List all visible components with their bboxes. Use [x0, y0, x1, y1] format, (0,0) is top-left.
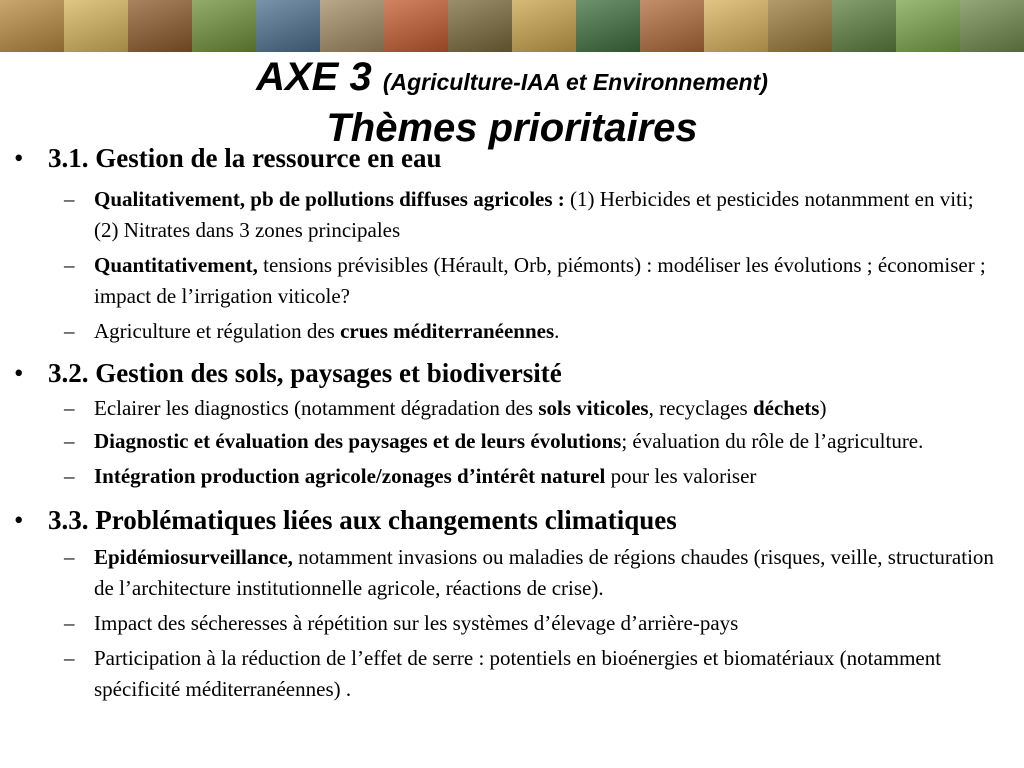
text: Eclairer les diagnostics (notamment dégradation des	[94, 396, 539, 420]
dash-marker: –	[64, 396, 75, 420]
banner-photo-tile	[640, 0, 704, 52]
dash-marker: –	[64, 187, 75, 211]
banner-photo-tile	[192, 0, 256, 52]
text: Impact des sécheresses à répétition sur les systèmes d’élevage d’arrière-pays	[94, 611, 739, 635]
dash-marker: –	[64, 429, 75, 453]
sub-item	[0, 393, 1024, 424]
bold-text: Quantitativement,	[94, 253, 258, 277]
banner-photo-tile	[960, 0, 1024, 52]
sub-item	[0, 461, 1024, 492]
bullet-marker: •	[14, 505, 24, 535]
sub-item	[0, 250, 1024, 312]
banner-photo-tile	[832, 0, 896, 52]
sub-item	[0, 316, 1024, 347]
section-heading-text: 3.3. Problématiques liées aux changements climatiques	[48, 505, 677, 535]
bold-text: Epidémiosurveillance,	[94, 545, 293, 569]
section-heading-text: 3.1. Gestion de la ressource en eau	[48, 143, 442, 173]
text: ; évaluation du rôle de l’agriculture.	[621, 429, 924, 453]
sub-item	[0, 426, 1024, 457]
text: notamment invasions ou maladies de régions chaudes (risques, veille, structuration de l’architecture institutionnelle agricole, réactions de crise).	[94, 545, 994, 600]
text: tensions prévisibles (Hérault, Orb, piémonts) : modéliser les évolutions ; économiser ; impact de l’irrigation viticole?	[94, 253, 986, 308]
dash-marker: –	[64, 319, 75, 343]
bullet-marker: •	[14, 143, 24, 173]
text: )	[819, 396, 827, 420]
banner-photo-tile	[256, 0, 320, 52]
bold-text: Intégration production agricole/zonages d’intérêt naturel	[94, 464, 606, 488]
text: pour les valoriser	[605, 464, 757, 488]
bold-text: déchets	[752, 396, 820, 420]
banner-photo-tile	[512, 0, 576, 52]
section-heading-text: 3.2. Gestion des sols, paysages et biodiversité	[48, 358, 562, 388]
banner-photo-tile	[320, 0, 384, 52]
section-heading	[0, 142, 1024, 174]
bold-text: sols viticoles	[538, 396, 649, 420]
title-line-2: Thèmes prioritaires	[326, 106, 698, 150]
banner-photo-tile	[576, 0, 640, 52]
text: .	[554, 319, 560, 343]
banner-photo-tile	[768, 0, 832, 52]
banner-photo-tile	[128, 0, 192, 52]
banner-photo-tile	[896, 0, 960, 52]
bold-text: Qualitativement, pb de pollutions diffuses agricoles :	[94, 187, 571, 211]
bold-text: Diagnostic et évaluation des paysages et de leurs évolutions	[94, 429, 622, 453]
title-subtitle: (Agriculture-IAA et Environnement)	[382, 69, 768, 95]
text: Participation à la réduction de l’effet de serre : potentiels en bioénergies et biomatériaux (notamment spécificité méditerranéennes) .	[94, 646, 942, 701]
dash-marker: –	[64, 611, 75, 635]
bullet-marker: •	[14, 358, 24, 388]
slide-title	[0, 52, 1024, 151]
dash-marker: –	[64, 253, 75, 277]
sub-item	[0, 542, 1024, 604]
sub-item	[0, 184, 1024, 246]
bold-text: crues méditerranéennes	[340, 319, 555, 343]
dash-marker: –	[64, 646, 75, 670]
banner-photo-tile	[704, 0, 768, 52]
bullet-list	[0, 142, 1024, 705]
text: , recyclages	[648, 396, 753, 420]
text: Agriculture et régulation des	[94, 319, 341, 343]
section-heading	[0, 357, 1024, 389]
photo-banner	[0, 0, 1024, 52]
sub-item	[0, 608, 1024, 639]
title-line-1	[0, 54, 1024, 105]
banner-photo-tile	[448, 0, 512, 52]
banner-photo-tile	[0, 0, 64, 52]
banner-photo-tile	[64, 0, 128, 52]
banner-photo-tile	[384, 0, 448, 52]
sub-item	[0, 643, 1024, 705]
dash-marker: –	[64, 545, 75, 569]
section-heading	[0, 504, 1024, 536]
dash-marker: –	[64, 464, 75, 488]
text: (1) Herbicides et pesticides notanmment en viti; (2) Nitrates dans 3 zones principales	[94, 187, 974, 242]
title-axe: AXE 3	[256, 55, 372, 99]
